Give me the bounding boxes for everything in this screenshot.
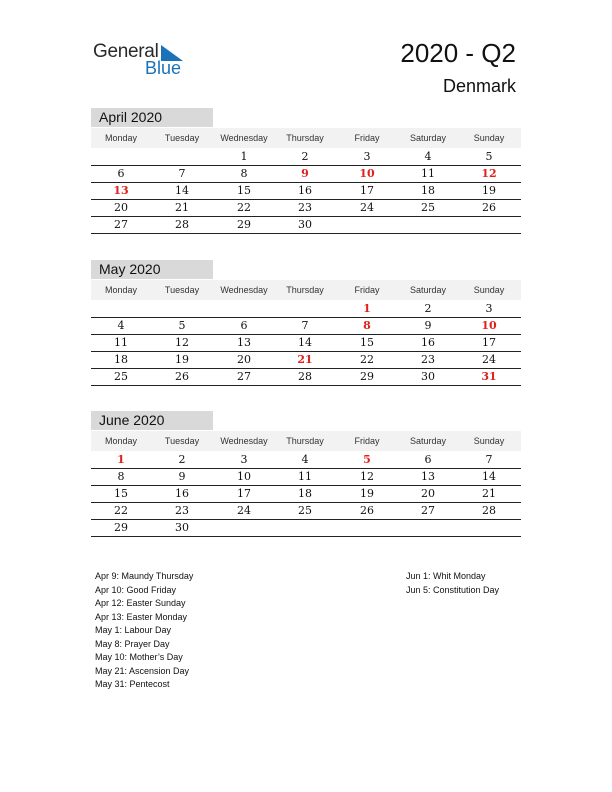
calendar-date: 16: [175, 487, 189, 500]
weekday-header-row: [91, 280, 521, 300]
weekday-label: Saturday: [409, 436, 447, 446]
week-row: [91, 166, 521, 183]
week-row: [91, 469, 521, 486]
calendar-date: 4: [424, 150, 432, 163]
month-block: [91, 260, 521, 388]
week-row: [91, 369, 521, 386]
calendar-date: 18: [114, 353, 128, 366]
calendar-date: 27: [114, 218, 128, 231]
calendar-date: 17: [360, 184, 374, 197]
calendar-date: 17: [482, 336, 496, 349]
calendar-date: 24: [360, 201, 374, 214]
week-row: [91, 503, 521, 520]
calendar-date: 26: [482, 201, 496, 214]
calendar-date: 21: [482, 487, 496, 500]
logo-word-blue: Blue: [145, 58, 182, 78]
calendar-date: 11: [298, 470, 312, 483]
page-title: 2020 - Q2: [400, 38, 516, 68]
calendar-date: 29: [114, 521, 128, 534]
month-header-bar: [91, 260, 213, 279]
week-row: [91, 452, 521, 469]
weekday-label: Thursday: [286, 436, 324, 446]
calendar-date: 10: [237, 470, 251, 483]
weekday-label: Saturday: [409, 285, 447, 295]
weekday-label: Saturday: [409, 133, 447, 143]
holiday-list-left: [95, 570, 193, 692]
calendar-date: 19: [360, 487, 374, 500]
calendar-date: 14: [482, 470, 496, 483]
weekday-label: Tuesday: [164, 133, 200, 143]
weekday-label: Friday: [354, 133, 380, 143]
calendar-date: 14: [175, 184, 189, 197]
week-row: [91, 318, 521, 335]
holiday-note: May 8: Prayer Day: [95, 638, 170, 649]
weekday-label: Wednesday: [220, 133, 268, 143]
weekday-label: Monday: [104, 285, 138, 295]
weekday-label: Monday: [104, 133, 138, 143]
holiday-note: May 1: Labour Day: [95, 625, 172, 635]
calendar-date: 19: [175, 353, 189, 366]
weekday-label: Friday: [354, 285, 380, 295]
calendar-date: 18: [298, 487, 312, 500]
calendar-date: 20: [421, 487, 435, 500]
calendar-date: 2: [301, 150, 309, 163]
week-row: [91, 200, 521, 217]
month-header-bar: [91, 108, 213, 127]
calendar-date: 29: [360, 370, 374, 383]
calendar-date: 25: [298, 504, 312, 517]
week-row: [91, 335, 521, 352]
holiday-date: 31: [481, 370, 497, 383]
holiday-note: Apr 12: Easter Sunday: [95, 598, 186, 608]
holiday-note: May 21: Ascension Day: [95, 665, 190, 676]
calendar-date: 11: [114, 336, 128, 349]
calendar-date: 3: [363, 150, 371, 163]
calendar-date: 12: [360, 470, 374, 483]
holiday-date: 13: [113, 184, 129, 197]
calendar-date: 17: [237, 487, 251, 500]
holiday-note: May 10: Mother’s Day: [95, 652, 183, 662]
holiday-date: 12: [481, 167, 497, 180]
country-name: Denmark: [442, 76, 516, 96]
weekday-label: Wednesday: [220, 436, 268, 446]
calendar-date: 23: [298, 201, 312, 214]
month-block: [91, 108, 521, 236]
holiday-note: Apr 9: Maundy Thursday: [95, 571, 194, 581]
calendar-date: 23: [421, 353, 435, 366]
calendar-date: 9: [178, 470, 186, 483]
month-name: May 2020: [99, 261, 161, 277]
calendar-date: 28: [298, 370, 312, 383]
weekday-header-row: [91, 128, 521, 148]
holiday-list-right: [406, 570, 499, 597]
calendar-date: 8: [117, 470, 125, 483]
calendar-date: 30: [421, 370, 435, 383]
calendar-date: 30: [298, 218, 312, 231]
calendar-date: 24: [237, 504, 251, 517]
holiday-note: Apr 13: Easter Monday: [95, 611, 188, 622]
calendar-date: 1: [240, 150, 248, 163]
calendar-date: 22: [360, 353, 374, 366]
weekday-label: Tuesday: [164, 436, 200, 446]
calendar-date: 15: [360, 336, 374, 349]
calendar-date: 6: [240, 319, 248, 332]
holiday-date: 10: [359, 167, 375, 180]
calendar-date: 5: [485, 150, 493, 163]
weekday-label: Sunday: [473, 133, 505, 143]
month-block: [91, 411, 521, 539]
calendar-date: 28: [175, 218, 189, 231]
calendar-date: 12: [175, 336, 189, 349]
calendar-date: 27: [237, 370, 251, 383]
holiday-date: 1: [363, 302, 371, 315]
calendar-date: 3: [240, 453, 248, 466]
calendar-date: 26: [175, 370, 189, 383]
holiday-date: 9: [301, 167, 309, 180]
calendar-date: 7: [485, 453, 493, 466]
week-row: [91, 301, 521, 318]
calendar-date: 13: [421, 470, 435, 483]
week-row: [91, 352, 521, 369]
week-row: [91, 149, 521, 166]
holiday-date: 8: [363, 319, 371, 332]
calendar-date: 14: [298, 336, 312, 349]
calendar-date: 28: [482, 504, 496, 517]
calendar-date: 18: [421, 184, 435, 197]
weekday-label: Sunday: [473, 285, 505, 295]
calendar-date: 4: [301, 453, 309, 466]
weekday-label: Sunday: [473, 436, 505, 446]
calendar-date: 23: [175, 504, 189, 517]
calendar-date: 7: [301, 319, 309, 332]
calendar-date: 25: [114, 370, 128, 383]
calendar-date: 9: [424, 319, 432, 332]
month-header-bar: [91, 411, 213, 430]
calendar-date: 5: [178, 319, 186, 332]
calendar-date: 30: [175, 521, 189, 534]
holiday-note: Jun 5: Constitution Day: [406, 584, 500, 595]
calendar-date: 8: [240, 167, 248, 180]
holiday-date: 21: [297, 353, 313, 366]
calendar-date: 20: [114, 201, 128, 214]
calendar-date: 29: [237, 218, 251, 231]
generalblue-logo: [93, 41, 203, 81]
calendar-date: 26: [360, 504, 374, 517]
weekday-label: Thursday: [286, 285, 324, 295]
calendar-date: 16: [421, 336, 435, 349]
calendar-date: 2: [424, 302, 432, 315]
calendar-date: 15: [114, 487, 128, 500]
calendar-date: 11: [421, 167, 435, 180]
holiday-date: 10: [481, 319, 497, 332]
holiday-note: May 31: Pentecost: [95, 679, 170, 689]
calendar-date: 21: [175, 201, 189, 214]
weekday-header-row: [91, 431, 521, 451]
calendar-date: 6: [424, 453, 432, 466]
weekday-label: Tuesday: [164, 285, 200, 295]
calendar-date: 2: [178, 453, 186, 466]
week-row: [91, 217, 521, 234]
calendar-date: 24: [482, 353, 496, 366]
week-row: [91, 486, 521, 503]
calendar-date: 6: [117, 167, 125, 180]
calendar-date: 27: [421, 504, 435, 517]
calendar-date: 3: [485, 302, 493, 315]
week-row: [91, 183, 521, 200]
holiday-date: 5: [363, 453, 371, 466]
calendar-date: 19: [482, 184, 496, 197]
logo-word-general: General: [93, 41, 159, 62]
calendar-date: 25: [421, 201, 435, 214]
weekday-label: Wednesday: [220, 285, 268, 295]
weekday-label: Monday: [104, 436, 138, 446]
holiday-note: Apr 10: Good Friday: [95, 584, 177, 595]
holiday-note: Jun 1: Whit Monday: [406, 571, 486, 581]
calendar-date: 13: [237, 336, 251, 349]
calendar-date: 4: [117, 319, 125, 332]
week-row: [91, 520, 521, 537]
month-name: April 2020: [99, 109, 163, 125]
calendar-date: 20: [237, 353, 251, 366]
weekday-label: Thursday: [286, 133, 324, 143]
calendar-date: 22: [237, 201, 251, 214]
holiday-date: 1: [117, 453, 125, 466]
month-name: June 2020: [99, 412, 165, 428]
calendar-date: 22: [114, 504, 128, 517]
calendar-date: 16: [298, 184, 312, 197]
weekday-label: Friday: [354, 436, 380, 446]
calendar-date: 7: [178, 167, 186, 180]
calendar-date: 15: [237, 184, 251, 197]
